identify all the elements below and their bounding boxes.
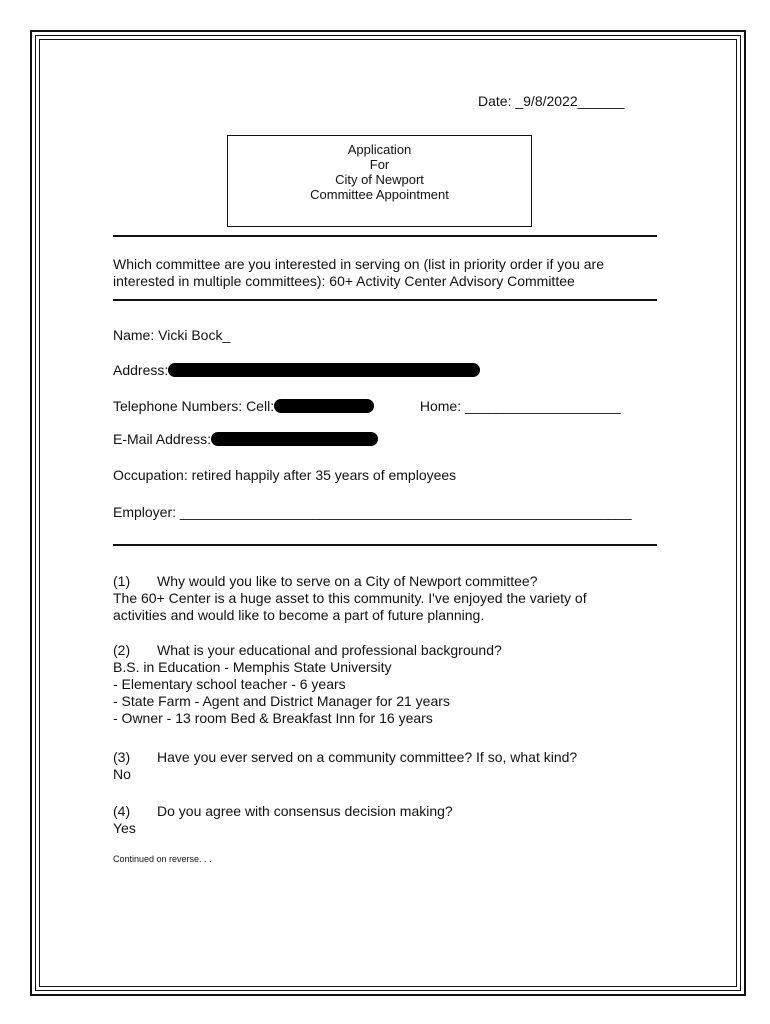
telephone-field [113, 398, 621, 414]
divider [113, 235, 657, 237]
question-number: (2) [113, 642, 131, 658]
question-number: (3) [113, 749, 131, 765]
form-title-box [227, 135, 532, 227]
address-field [113, 362, 480, 378]
answer-line: The 60+ Center is a huge asset to this community. I've enjoyed the variety of [113, 590, 587, 606]
question-3 [113, 749, 658, 783]
email-label: E-Mail Address: [113, 431, 212, 447]
redaction-block [211, 432, 378, 446]
question-4 [113, 803, 658, 837]
answer-line: - Owner - 13 room Bed & Breakfast Inn for 16 years [113, 710, 433, 726]
address-label: Address: [113, 362, 169, 378]
question-text: What is your educational and professional background? [157, 642, 502, 658]
question-number: (4) [113, 803, 131, 819]
redaction-block [168, 363, 480, 377]
answer-line: B.S. in Education - Memphis State University [113, 659, 392, 675]
cell-label: Telephone Numbers: Cell: [113, 398, 275, 414]
name-field: Name: Vicki Bock_ [113, 327, 231, 343]
answer-line: No [113, 766, 131, 782]
question-text: Do you agree with consensus decision making? [157, 803, 453, 819]
continued-note: Continued on reverse. . . [113, 854, 212, 864]
question-text: Why would you like to serve on a City of Newport committee? [157, 573, 538, 589]
answer-line: activities and would like to become a part of future planning. [113, 607, 485, 623]
question-1 [113, 573, 658, 624]
date-field: Date: _9/8/2022______ [478, 93, 625, 109]
question-2 [113, 642, 658, 727]
title-line: Application [347, 142, 412, 157]
home-label: Home: ____________________ [419, 398, 621, 414]
answer-line: - Elementary school teacher - 6 years [113, 676, 346, 692]
title-line: For [369, 157, 390, 172]
question-number: (1) [113, 573, 131, 589]
divider [113, 544, 657, 546]
committee-question: Which committee are you interested in serving on (list in priority order if you are interested in multiple committees): 60+ Activity Center Advisory Committee [113, 256, 604, 289]
question-text: Have you ever served on a community committee? If so, what kind? [157, 749, 578, 765]
employer-field: Employer: __________________________________________________________ [113, 504, 632, 520]
title-line: City of Newport [335, 172, 424, 187]
answer-line: - State Farm - Agent and District Manager for 21 years [113, 693, 450, 709]
answer-line: Yes [113, 820, 136, 836]
title-line: Committee Appointment [310, 187, 449, 202]
redaction-block [274, 399, 374, 413]
divider [113, 299, 657, 301]
occupation-field: Occupation: retired happily after 35 years of employees [113, 467, 457, 483]
email-field [113, 431, 378, 447]
